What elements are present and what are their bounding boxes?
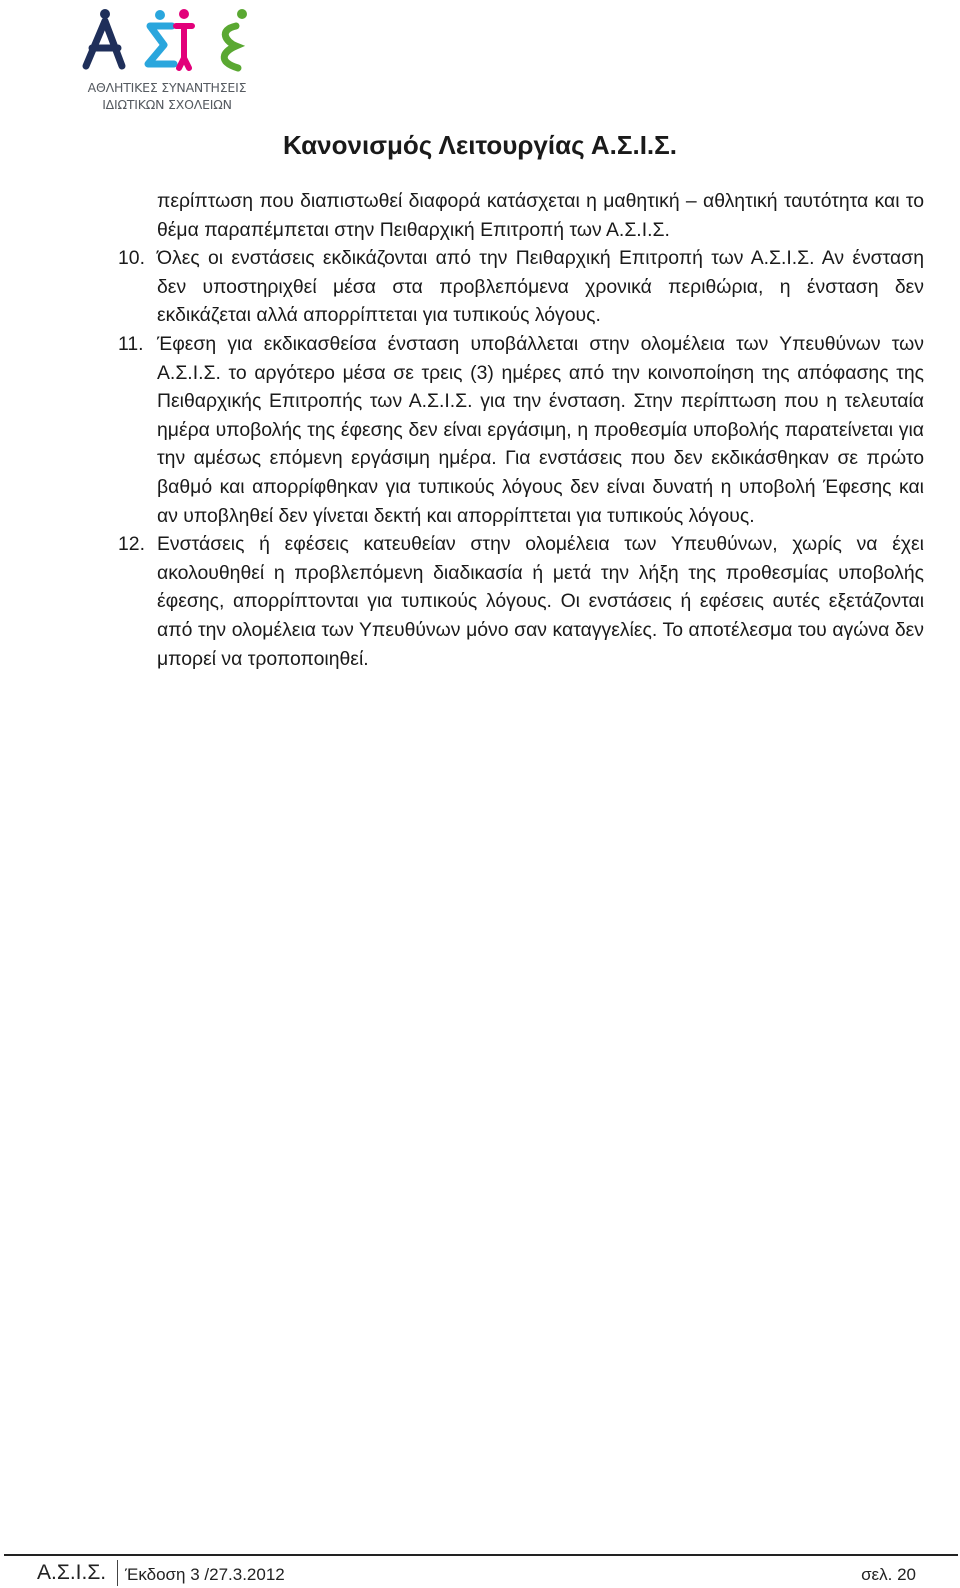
logo-s1-head [155,10,165,20]
list-item-text: Ενστάσεις ή εφέσεις κατευθείαν στην ολομέλεια των Υπευθύνων, χωρίς να έχει ακολουθηθεί η προβλεπόμενη διαδικασία ή μετά την λήξη της προθεσμίας υποβολής έφεσης, απορρίπτονται για τυπικούς λόγους. Οι ενστάσεις ή εφέσεις αυτές εξετάζονται από την ολομέλεια των Υπευθύνων μόνο σαν καταγγελίες. Το αποτέλεσμα του αγώνα δεν μπορεί να τροποποιηθεί. [157,533,924,670]
organization-logo [78,8,256,116]
logo-i-shape [176,26,192,68]
logo-a-shape [86,21,122,66]
document-title: Κανονισμός Λειτουργίας Α.Σ.Ι.Σ. [283,130,677,160]
logo-mark-icon [78,8,256,80]
list-item-text: Όλες οι ενστάσεις εκδικάζονται από την Πειθαρχική Επιτροπή των Α.Σ.Ι.Σ. Αν ένσταση δεν υποστηριχθεί μέσα στα προβλεπόμενα χρονικά περιθώρια, η ένσταση δεν εκδικάζεται αλλά απορρίπτεται για τυπικούς λόγους. [157,247,924,327]
list-item [118,244,924,330]
list-item-number: 10. [118,247,145,270]
footer-divider [4,1554,958,1556]
list-item [118,530,924,673]
footer-page-number: σελ. 20 [861,1565,916,1584]
logo-s2-shape [224,26,238,68]
list-item-number: 12. [118,533,145,556]
list-item-text: Έφεση για εκδικασθείσα ένσταση υποβάλλεται στην ολομέλεια των Υπευθύνων των Α.Σ.Ι.Σ. το αργότερο μέσα σε τρεις (3) ημέρες από την κοινοποίηση της απόφασης της Πειθαρχικής Επιτροπής των Α.Σ.Ι.Σ. για την ένσταση. Στην περίπτωση που η τελευταία ημέρα υποβολής της έφεσης δεν είναι εργάσιμη, η προθεσμία υποβολής παρατείνεται για την αμέσως επόμενη εργάσιμη ημέρα. Για ενστάσεις που δεν εκδικάσθηκαν σε πρώτο βαθμό και απορρίφθηκαν για τυπικούς λόγους δεν είναι δυνατή η υποβολή Έφεσης και αν υποβληθεί δεν γίνεται δεκτή και απορρίπτεται για τυπικούς λόγους. [157,332,924,527]
footer-edition: Έκδοση 3 /27.3.2012 [125,1565,285,1584]
list-item-number: 11. [118,332,144,355]
logo-s1-shape [148,26,174,64]
logo-text-line-2: ΙΔΙΩΤΙΚΩΝ ΣΧΟΛΕΙΩΝ [102,97,232,112]
continuation-paragraph: περίπτωση που διαπιστωθεί διαφορά κατάσχεται η μαθητική – αθλητική ταυτότητα και το θέμα παραπέμπεται στην Πειθαρχική Επιτροπή των Α.Σ.Ι.Σ. [157,190,924,241]
footer-organization: Α.Σ.Ι.Σ. [37,1561,107,1584]
logo-i-head [179,9,189,19]
logo-text-line-1: ΑΘΛΗΤΙΚΕΣ ΣΥΝΑΝΤΗΣΕΙΣ [87,80,247,95]
logo-s2-head [237,9,247,19]
list-item [118,330,924,530]
document-body [118,187,924,673]
footer-separator [117,1560,118,1586]
